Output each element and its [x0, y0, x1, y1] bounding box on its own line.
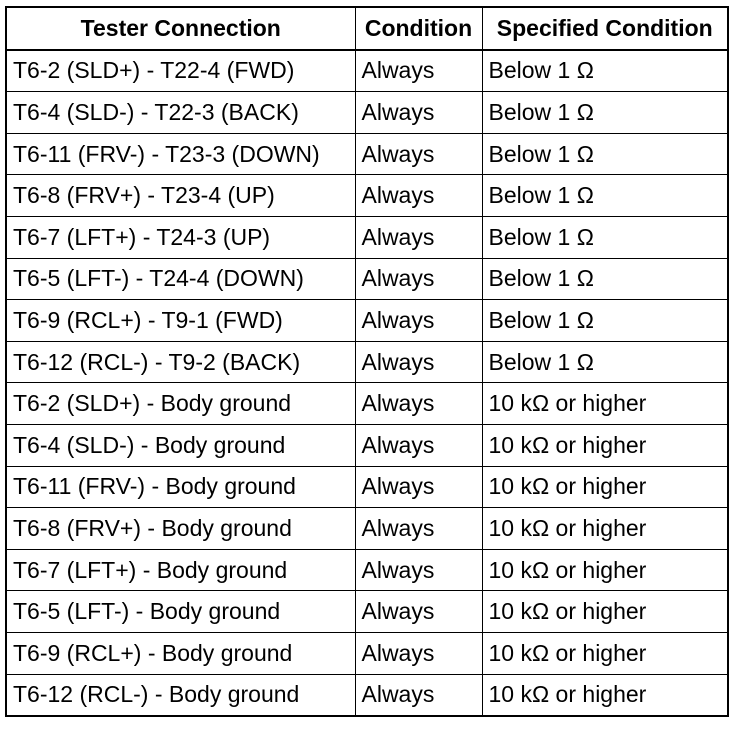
table-row — [6, 591, 728, 633]
cell-specified-condition: Below 1 Ω — [482, 175, 728, 217]
cell-specified-condition: 10 kΩ or higher — [482, 549, 728, 591]
cell-condition: Always — [355, 133, 482, 175]
table-row — [6, 632, 728, 674]
table-row — [6, 133, 728, 175]
cell-tester-connection: T6-9 (RCL+) - T9-1 (FWD) — [6, 300, 355, 342]
table-row — [6, 466, 728, 508]
cell-tester-connection: T6-11 (FRV-) - Body ground — [6, 466, 355, 508]
cell-condition: Always — [355, 175, 482, 217]
table-body — [6, 50, 728, 717]
cell-tester-connection: T6-12 (RCL-) - T9-2 (BACK) — [6, 341, 355, 383]
cell-tester-connection: T6-2 (SLD+) - Body ground — [6, 383, 355, 425]
cell-condition: Always — [355, 549, 482, 591]
table-header — [6, 7, 728, 50]
table-row — [6, 92, 728, 134]
cell-tester-connection: T6-7 (LFT+) - Body ground — [6, 549, 355, 591]
table-row — [6, 50, 728, 92]
cell-tester-connection: T6-4 (SLD-) - T22-3 (BACK) — [6, 92, 355, 134]
cell-specified-condition: 10 kΩ or higher — [482, 424, 728, 466]
cell-tester-connection: T6-2 (SLD+) - T22-4 (FWD) — [6, 50, 355, 92]
cell-tester-connection: T6-12 (RCL-) - Body ground — [6, 674, 355, 716]
cell-condition: Always — [355, 50, 482, 92]
cell-specified-condition: Below 1 Ω — [482, 50, 728, 92]
cell-condition: Always — [355, 674, 482, 716]
table-row — [6, 383, 728, 425]
cell-tester-connection: T6-5 (LFT-) - Body ground — [6, 591, 355, 633]
table-row — [6, 341, 728, 383]
cell-specified-condition: 10 kΩ or higher — [482, 632, 728, 674]
cell-specified-condition: 10 kΩ or higher — [482, 508, 728, 550]
cell-condition: Always — [355, 341, 482, 383]
table-row — [6, 549, 728, 591]
cell-tester-connection: T6-8 (FRV+) - T23-4 (UP) — [6, 175, 355, 217]
table-row — [6, 300, 728, 342]
table-row — [6, 674, 728, 716]
cell-specified-condition: 10 kΩ or higher — [482, 383, 728, 425]
table-row — [6, 175, 728, 217]
spec-table — [5, 6, 729, 717]
cell-specified-condition: 10 kΩ or higher — [482, 466, 728, 508]
cell-tester-connection: T6-7 (LFT+) - T24-3 (UP) — [6, 216, 355, 258]
cell-tester-connection: T6-11 (FRV-) - T23-3 (DOWN) — [6, 133, 355, 175]
cell-specified-condition: 10 kΩ or higher — [482, 674, 728, 716]
table-row — [6, 216, 728, 258]
cell-condition: Always — [355, 591, 482, 633]
cell-specified-condition: 10 kΩ or higher — [482, 591, 728, 633]
cell-condition: Always — [355, 508, 482, 550]
cell-specified-condition: Below 1 Ω — [482, 92, 728, 134]
cell-specified-condition: Below 1 Ω — [482, 300, 728, 342]
cell-condition: Always — [355, 92, 482, 134]
cell-tester-connection: T6-4 (SLD-) - Body ground — [6, 424, 355, 466]
cell-condition: Always — [355, 383, 482, 425]
header-tester-connection: Tester Connection — [6, 7, 355, 50]
header-condition: Condition — [355, 7, 482, 50]
cell-specified-condition: Below 1 Ω — [482, 258, 728, 300]
cell-condition: Always — [355, 258, 482, 300]
cell-tester-connection: T6-5 (LFT-) - T24-4 (DOWN) — [6, 258, 355, 300]
table-row — [6, 258, 728, 300]
header-row — [6, 7, 728, 50]
cell-condition: Always — [355, 300, 482, 342]
cell-tester-connection: T6-8 (FRV+) - Body ground — [6, 508, 355, 550]
table-row — [6, 424, 728, 466]
cell-specified-condition: Below 1 Ω — [482, 216, 728, 258]
cell-condition: Always — [355, 424, 482, 466]
cell-tester-connection: T6-9 (RCL+) - Body ground — [6, 632, 355, 674]
cell-specified-condition: Below 1 Ω — [482, 341, 728, 383]
cell-condition: Always — [355, 216, 482, 258]
cell-condition: Always — [355, 466, 482, 508]
table-row — [6, 508, 728, 550]
header-specified-condition: Specified Condition — [482, 7, 728, 50]
cell-specified-condition: Below 1 Ω — [482, 133, 728, 175]
cell-condition: Always — [355, 632, 482, 674]
